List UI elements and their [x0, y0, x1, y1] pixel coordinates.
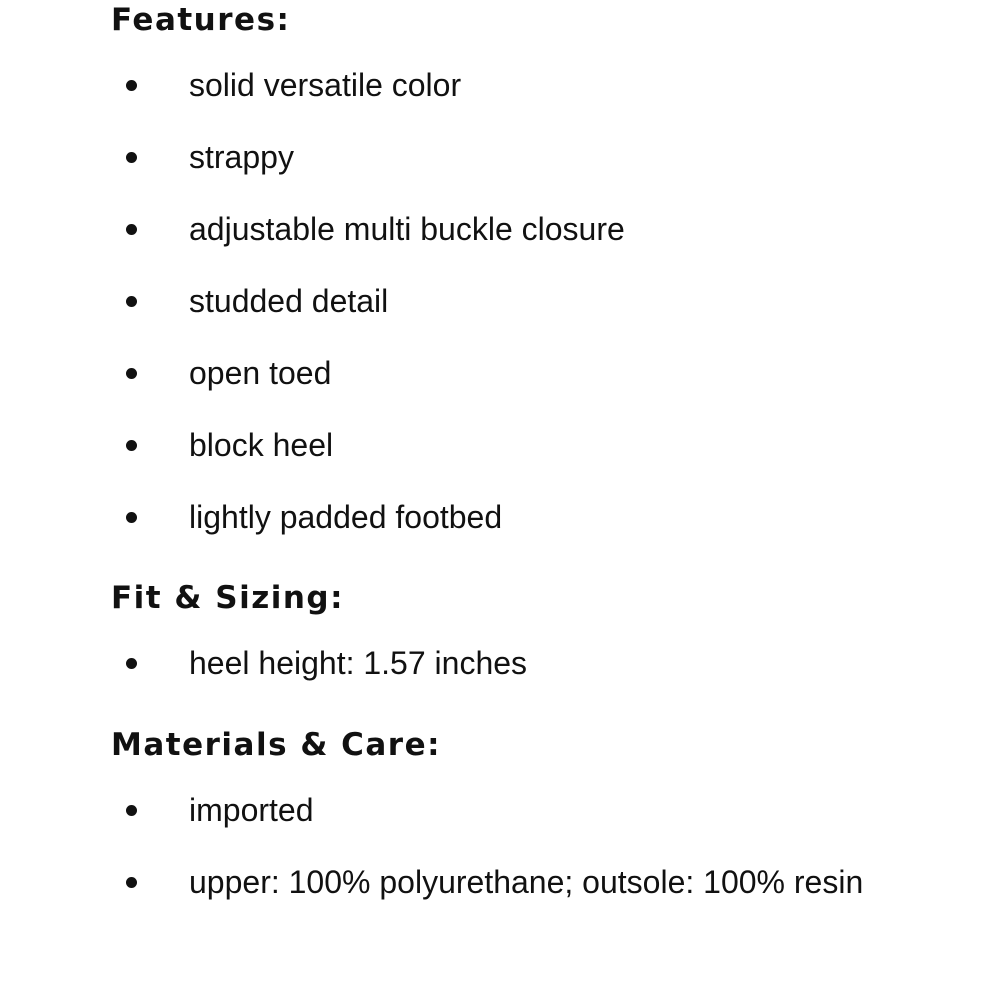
list-item-text: imported [189, 792, 314, 828]
list-item-text: studded detail [189, 283, 389, 319]
materials-care-heading: Materials & Care: [111, 727, 442, 763]
list-item [111, 129, 869, 185]
bullet-icon [126, 224, 137, 235]
bullet-icon [126, 368, 137, 379]
list-item [111, 489, 869, 545]
list-item-text: block heel [189, 427, 334, 463]
list-item [111, 782, 869, 838]
list-item [111, 57, 869, 113]
bullet-icon [126, 296, 137, 307]
bullet-icon [126, 152, 137, 163]
list-item-text: adjustable multi buckle closure [189, 211, 625, 247]
list-item-text: solid versatile color [189, 67, 462, 103]
bullet-icon [126, 440, 137, 451]
bullet-icon [126, 805, 137, 816]
list-item-text: lightly padded footbed [189, 499, 503, 535]
features-list [111, 57, 869, 561]
list-item-text: heel height: 1.57 inches [189, 645, 528, 681]
list-item [111, 273, 869, 329]
bullet-icon [126, 877, 137, 888]
list-item-text: upper: 100% polyurethane; outsole: 100% resin [189, 864, 864, 900]
list-item [111, 417, 869, 473]
list-item [111, 345, 869, 401]
bullet-icon [126, 658, 137, 669]
list-item-text: strappy [189, 139, 294, 175]
bullet-icon [126, 80, 137, 91]
bullet-icon [126, 512, 137, 523]
fit-sizing-list [111, 635, 869, 707]
list-item [111, 635, 869, 691]
materials-care-list [111, 782, 869, 926]
list-item [111, 201, 869, 257]
features-heading: Features: [111, 2, 291, 38]
list-item-text: open toed [189, 355, 332, 391]
fit-sizing-heading: Fit & Sizing: [111, 580, 345, 616]
list-item [111, 854, 869, 910]
